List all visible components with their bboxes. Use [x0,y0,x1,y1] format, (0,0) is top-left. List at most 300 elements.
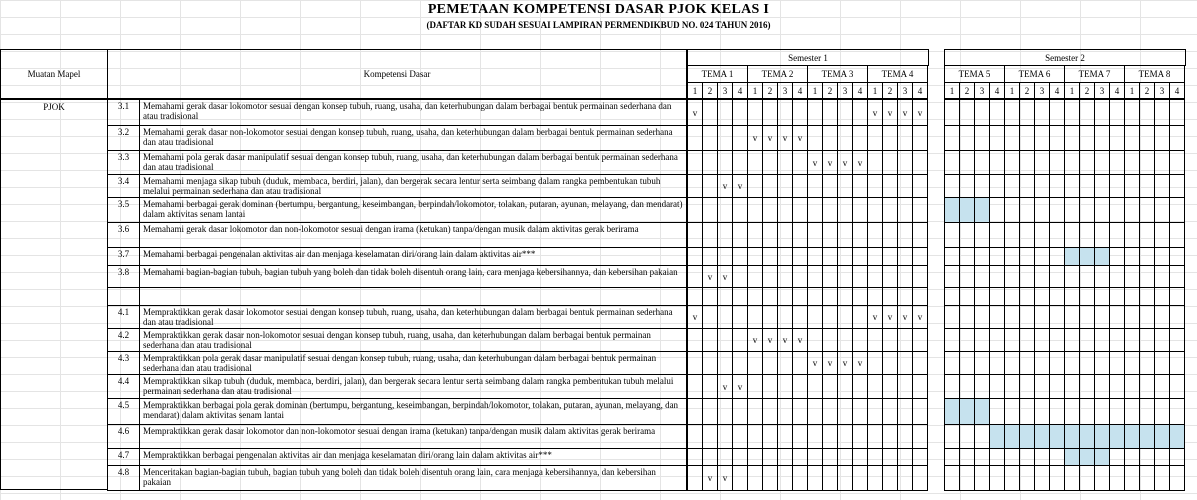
week-cell[interactable] [912,222,928,248]
week-cell[interactable] [717,287,733,306]
week-cell[interactable] [1139,287,1155,306]
week-cell[interactable] [974,398,990,425]
week-check-mark[interactable]: v [852,150,868,175]
week-cell[interactable] [687,265,703,288]
week-cell[interactable] [974,424,990,449]
week-cell[interactable] [1154,125,1170,151]
week-check-mark[interactable]: v [882,305,898,329]
week-check-mark[interactable]: v [822,150,838,175]
week-cell[interactable] [702,351,718,375]
week-cell[interactable] [1169,222,1185,248]
week-cell[interactable] [1124,448,1140,466]
week-cell[interactable] [792,265,808,288]
week-cell[interactable] [1109,125,1125,151]
week-cell[interactable] [807,265,823,288]
week-cell[interactable] [944,305,960,329]
week-cell[interactable] [1034,174,1050,198]
week-cell[interactable] [1064,150,1080,175]
week-cell[interactable] [974,351,990,375]
week-cell[interactable] [1034,265,1050,288]
week-cell[interactable] [1154,398,1170,425]
week-cell[interactable] [882,287,898,306]
week-cell[interactable] [777,424,793,449]
week-cell[interactable] [1019,197,1035,223]
week-cell[interactable] [1049,197,1065,223]
week-cell[interactable] [732,287,748,306]
week-cell[interactable] [777,351,793,375]
week-cell[interactable] [974,150,990,175]
week-cell[interactable] [822,222,838,248]
week-cell[interactable] [1064,374,1080,399]
week-cell[interactable] [837,287,853,306]
week-check-mark[interactable]: v [897,305,913,329]
week-cell[interactable] [1064,398,1080,425]
week-cell[interactable] [882,197,898,223]
week-cell[interactable] [1034,99,1050,126]
week-cell[interactable] [882,125,898,151]
week-cell[interactable] [882,351,898,375]
week-cell[interactable] [1079,374,1095,399]
week-cell[interactable] [989,305,1005,329]
week-cell[interactable] [852,247,868,266]
week-cell[interactable] [1049,374,1065,399]
week-cell[interactable] [732,247,748,266]
week-cell[interactable] [1169,305,1185,329]
week-cell[interactable] [717,99,733,126]
week-cell[interactable] [1019,305,1035,329]
week-cell[interactable] [1004,197,1020,223]
week-cell[interactable] [1109,351,1125,375]
week-cell[interactable] [897,174,913,198]
week-cell[interactable] [837,174,853,198]
week-cell[interactable] [867,222,883,248]
week-cell[interactable] [1169,328,1185,352]
week-check-mark[interactable]: v [852,351,868,375]
week-check-mark[interactable]: v [837,351,853,375]
week-cell[interactable] [747,305,763,329]
week-cell[interactable] [777,305,793,329]
week-cell[interactable] [837,465,853,491]
week-cell[interactable] [762,265,778,288]
week-cell[interactable] [702,287,718,306]
week-cell[interactable] [822,265,838,288]
week-cell[interactable] [1049,125,1065,151]
week-cell[interactable] [959,424,975,449]
week-cell[interactable] [852,398,868,425]
week-cell[interactable] [1004,374,1020,399]
week-cell[interactable] [1139,328,1155,352]
week-cell[interactable] [747,174,763,198]
week-cell[interactable] [807,99,823,126]
week-cell[interactable] [1004,328,1020,352]
week-cell[interactable] [944,374,960,399]
week-cell[interactable] [747,265,763,288]
week-cell[interactable] [944,465,960,491]
week-cell[interactable] [912,328,928,352]
week-cell[interactable] [1154,328,1170,352]
week-cell[interactable] [867,328,883,352]
week-cell[interactable] [792,305,808,329]
week-cell[interactable] [1094,99,1110,126]
week-cell[interactable] [1169,465,1185,491]
week-cell[interactable] [1019,398,1035,425]
week-check-mark[interactable]: v [822,351,838,375]
week-cell[interactable] [882,398,898,425]
week-cell[interactable] [1169,374,1185,399]
week-cell[interactable] [1109,265,1125,288]
week-cell[interactable] [974,99,990,126]
week-cell[interactable] [687,150,703,175]
week-cell[interactable] [852,197,868,223]
week-cell[interactable] [732,448,748,466]
week-cell[interactable] [762,99,778,126]
week-check-mark[interactable]: v [912,99,928,126]
week-cell[interactable] [762,465,778,491]
week-cell[interactable] [912,448,928,466]
week-cell[interactable] [897,150,913,175]
week-cell[interactable] [1154,305,1170,329]
week-cell[interactable] [912,150,928,175]
week-cell[interactable] [1109,99,1125,126]
week-cell[interactable] [1079,287,1095,306]
week-cell[interactable] [912,247,928,266]
week-cell[interactable] [732,150,748,175]
week-cell[interactable] [974,265,990,288]
week-cell[interactable] [989,174,1005,198]
week-check-mark[interactable]: v [777,125,793,151]
week-cell[interactable] [732,222,748,248]
week-cell[interactable] [1124,247,1140,266]
week-cell[interactable] [1064,465,1080,491]
week-cell[interactable] [687,287,703,306]
week-cell[interactable] [777,374,793,399]
week-cell[interactable] [1124,222,1140,248]
week-cell[interactable] [867,448,883,466]
week-cell[interactable] [1004,448,1020,466]
week-check-mark[interactable]: v [837,150,853,175]
week-cell[interactable] [989,150,1005,175]
week-cell[interactable] [732,125,748,151]
week-cell[interactable] [867,287,883,306]
week-cell[interactable] [1079,398,1095,425]
week-cell[interactable] [687,197,703,223]
week-cell[interactable] [1034,374,1050,399]
week-cell[interactable] [837,125,853,151]
week-cell[interactable] [762,247,778,266]
week-cell[interactable] [777,99,793,126]
week-cell[interactable] [1154,150,1170,175]
week-cell[interactable] [1124,328,1140,352]
week-cell[interactable] [1079,328,1095,352]
week-cell[interactable] [1169,150,1185,175]
week-cell[interactable] [777,247,793,266]
week-cell[interactable] [867,265,883,288]
week-cell[interactable] [1034,247,1050,266]
week-cell[interactable] [837,424,853,449]
week-cell[interactable] [837,374,853,399]
week-cell[interactable] [867,398,883,425]
week-cell[interactable] [1064,197,1080,223]
week-cell[interactable] [837,222,853,248]
week-cell[interactable] [944,287,960,306]
week-cell[interactable] [1124,150,1140,175]
week-cell[interactable] [867,174,883,198]
week-cell[interactable] [747,465,763,491]
week-cell[interactable] [777,174,793,198]
week-cell[interactable] [944,222,960,248]
week-cell[interactable] [1139,465,1155,491]
week-cell[interactable] [747,287,763,306]
week-cell[interactable] [1109,328,1125,352]
week-cell[interactable] [944,398,960,425]
week-cell[interactable] [989,222,1005,248]
week-cell[interactable] [989,465,1005,491]
week-cell[interactable] [897,374,913,399]
week-cell[interactable] [732,424,748,449]
week-cell[interactable] [912,265,928,288]
week-cell[interactable] [702,328,718,352]
week-cell[interactable] [882,424,898,449]
week-cell[interactable] [852,125,868,151]
week-cell[interactable] [974,328,990,352]
week-cell[interactable] [897,351,913,375]
week-cell[interactable] [1019,465,1035,491]
week-cell[interactable] [822,125,838,151]
week-cell[interactable] [807,398,823,425]
week-cell[interactable] [989,99,1005,126]
week-cell[interactable] [777,398,793,425]
week-cell[interactable] [974,465,990,491]
week-cell[interactable] [912,374,928,399]
week-cell[interactable] [974,287,990,306]
week-cell[interactable] [959,197,975,223]
week-check-mark[interactable]: v [792,328,808,352]
week-cell[interactable] [974,125,990,151]
week-cell[interactable] [1004,287,1020,306]
week-cell[interactable] [777,197,793,223]
week-cell[interactable] [687,398,703,425]
week-cell[interactable] [747,374,763,399]
week-cell[interactable] [1004,247,1020,266]
week-cell[interactable] [974,222,990,248]
week-cell[interactable] [1154,465,1170,491]
week-cell[interactable] [1139,424,1155,449]
week-cell[interactable] [852,287,868,306]
week-cell[interactable] [792,222,808,248]
week-cell[interactable] [1004,398,1020,425]
week-cell[interactable] [1049,222,1065,248]
week-cell[interactable] [747,351,763,375]
week-cell[interactable] [1064,424,1080,449]
week-cell[interactable] [1034,222,1050,248]
week-cell[interactable] [1049,328,1065,352]
week-cell[interactable] [1004,424,1020,449]
week-cell[interactable] [1064,125,1080,151]
week-cell[interactable] [687,374,703,399]
week-cell[interactable] [1019,99,1035,126]
week-cell[interactable] [1154,287,1170,306]
week-cell[interactable] [1064,305,1080,329]
week-cell[interactable] [1034,125,1050,151]
week-cell[interactable] [1154,247,1170,266]
week-cell[interactable] [959,465,975,491]
week-cell[interactable] [1169,174,1185,198]
week-check-mark[interactable]: v [717,374,733,399]
week-cell[interactable] [822,448,838,466]
week-cell[interactable] [1034,305,1050,329]
week-cell[interactable] [1034,287,1050,306]
week-cell[interactable] [1094,398,1110,425]
week-check-mark[interactable]: v [867,305,883,329]
week-cell[interactable] [897,328,913,352]
week-cell[interactable] [1019,265,1035,288]
week-cell[interactable] [1064,99,1080,126]
week-cell[interactable] [1124,424,1140,449]
week-cell[interactable] [1019,424,1035,449]
week-cell[interactable] [867,125,883,151]
week-cell[interactable] [747,398,763,425]
week-cell[interactable] [1094,305,1110,329]
week-cell[interactable] [807,222,823,248]
week-cell[interactable] [852,222,868,248]
week-cell[interactable] [959,374,975,399]
week-cell[interactable] [702,174,718,198]
week-cell[interactable] [1034,351,1050,375]
week-cell[interactable] [732,99,748,126]
week-cell[interactable] [1079,150,1095,175]
week-cell[interactable] [1109,150,1125,175]
week-cell[interactable] [717,351,733,375]
week-cell[interactable] [822,465,838,491]
week-cell[interactable] [867,465,883,491]
week-cell[interactable] [1094,174,1110,198]
week-cell[interactable] [897,247,913,266]
week-cell[interactable] [1064,222,1080,248]
week-cell[interactable] [974,374,990,399]
week-cell[interactable] [1004,150,1020,175]
week-cell[interactable] [1079,174,1095,198]
week-cell[interactable] [1004,99,1020,126]
week-cell[interactable] [807,247,823,266]
week-cell[interactable] [1139,197,1155,223]
week-cell[interactable] [1004,125,1020,151]
week-cell[interactable] [1169,287,1185,306]
week-cell[interactable] [1169,99,1185,126]
week-cell[interactable] [1109,197,1125,223]
week-cell[interactable] [1049,465,1065,491]
week-cell[interactable] [792,398,808,425]
week-cell[interactable] [1019,351,1035,375]
week-cell[interactable] [1034,448,1050,466]
week-cell[interactable] [732,197,748,223]
week-cell[interactable] [762,305,778,329]
week-cell[interactable] [1049,351,1065,375]
week-cell[interactable] [1079,197,1095,223]
week-cell[interactable] [882,328,898,352]
week-cell[interactable] [807,328,823,352]
week-cell[interactable] [837,448,853,466]
week-cell[interactable] [944,197,960,223]
week-cell[interactable] [702,247,718,266]
week-check-mark[interactable]: v [717,265,733,288]
week-cell[interactable] [747,448,763,466]
week-cell[interactable] [837,305,853,329]
week-cell[interactable] [944,150,960,175]
week-cell[interactable] [1019,174,1035,198]
week-cell[interactable] [1019,328,1035,352]
week-cell[interactable] [852,99,868,126]
week-cell[interactable] [822,174,838,198]
week-cell[interactable] [944,351,960,375]
week-cell[interactable] [1124,351,1140,375]
week-cell[interactable] [1004,222,1020,248]
week-cell[interactable] [822,328,838,352]
week-check-mark[interactable]: v [867,99,883,126]
week-cell[interactable] [1124,265,1140,288]
week-cell[interactable] [1139,351,1155,375]
week-cell[interactable] [1139,125,1155,151]
week-cell[interactable] [1124,465,1140,491]
week-cell[interactable] [1109,424,1125,449]
week-cell[interactable] [867,351,883,375]
week-cell[interactable] [1049,305,1065,329]
week-cell[interactable] [717,424,733,449]
week-cell[interactable] [959,150,975,175]
week-cell[interactable] [1064,287,1080,306]
week-cell[interactable] [1169,351,1185,375]
week-cell[interactable] [1094,150,1110,175]
week-cell[interactable] [944,125,960,151]
week-cell[interactable] [1124,305,1140,329]
week-cell[interactable] [1019,150,1035,175]
week-cell[interactable] [717,150,733,175]
week-cell[interactable] [762,197,778,223]
week-cell[interactable] [732,265,748,288]
week-cell[interactable] [852,328,868,352]
week-cell[interactable] [1169,448,1185,466]
week-cell[interactable] [732,465,748,491]
week-cell[interactable] [687,328,703,352]
week-cell[interactable] [792,424,808,449]
week-cell[interactable] [852,448,868,466]
week-cell[interactable] [807,174,823,198]
week-cell[interactable] [792,150,808,175]
week-cell[interactable] [959,265,975,288]
week-cell[interactable] [1139,99,1155,126]
week-cell[interactable] [1079,465,1095,491]
week-cell[interactable] [882,247,898,266]
week-cell[interactable] [1064,247,1080,266]
week-cell[interactable] [1169,398,1185,425]
week-cell[interactable] [1094,222,1110,248]
week-cell[interactable] [1139,174,1155,198]
week-cell[interactable] [1109,174,1125,198]
week-cell[interactable] [1109,222,1125,248]
week-cell[interactable] [1079,99,1095,126]
week-cell[interactable] [822,398,838,425]
week-cell[interactable] [944,99,960,126]
week-cell[interactable] [822,99,838,126]
week-cell[interactable] [807,125,823,151]
week-cell[interactable] [1154,99,1170,126]
week-cell[interactable] [1094,374,1110,399]
week-check-mark[interactable]: v [747,328,763,352]
week-cell[interactable] [989,247,1005,266]
week-cell[interactable] [912,398,928,425]
week-cell[interactable] [989,287,1005,306]
week-cell[interactable] [882,465,898,491]
week-cell[interactable] [897,125,913,151]
